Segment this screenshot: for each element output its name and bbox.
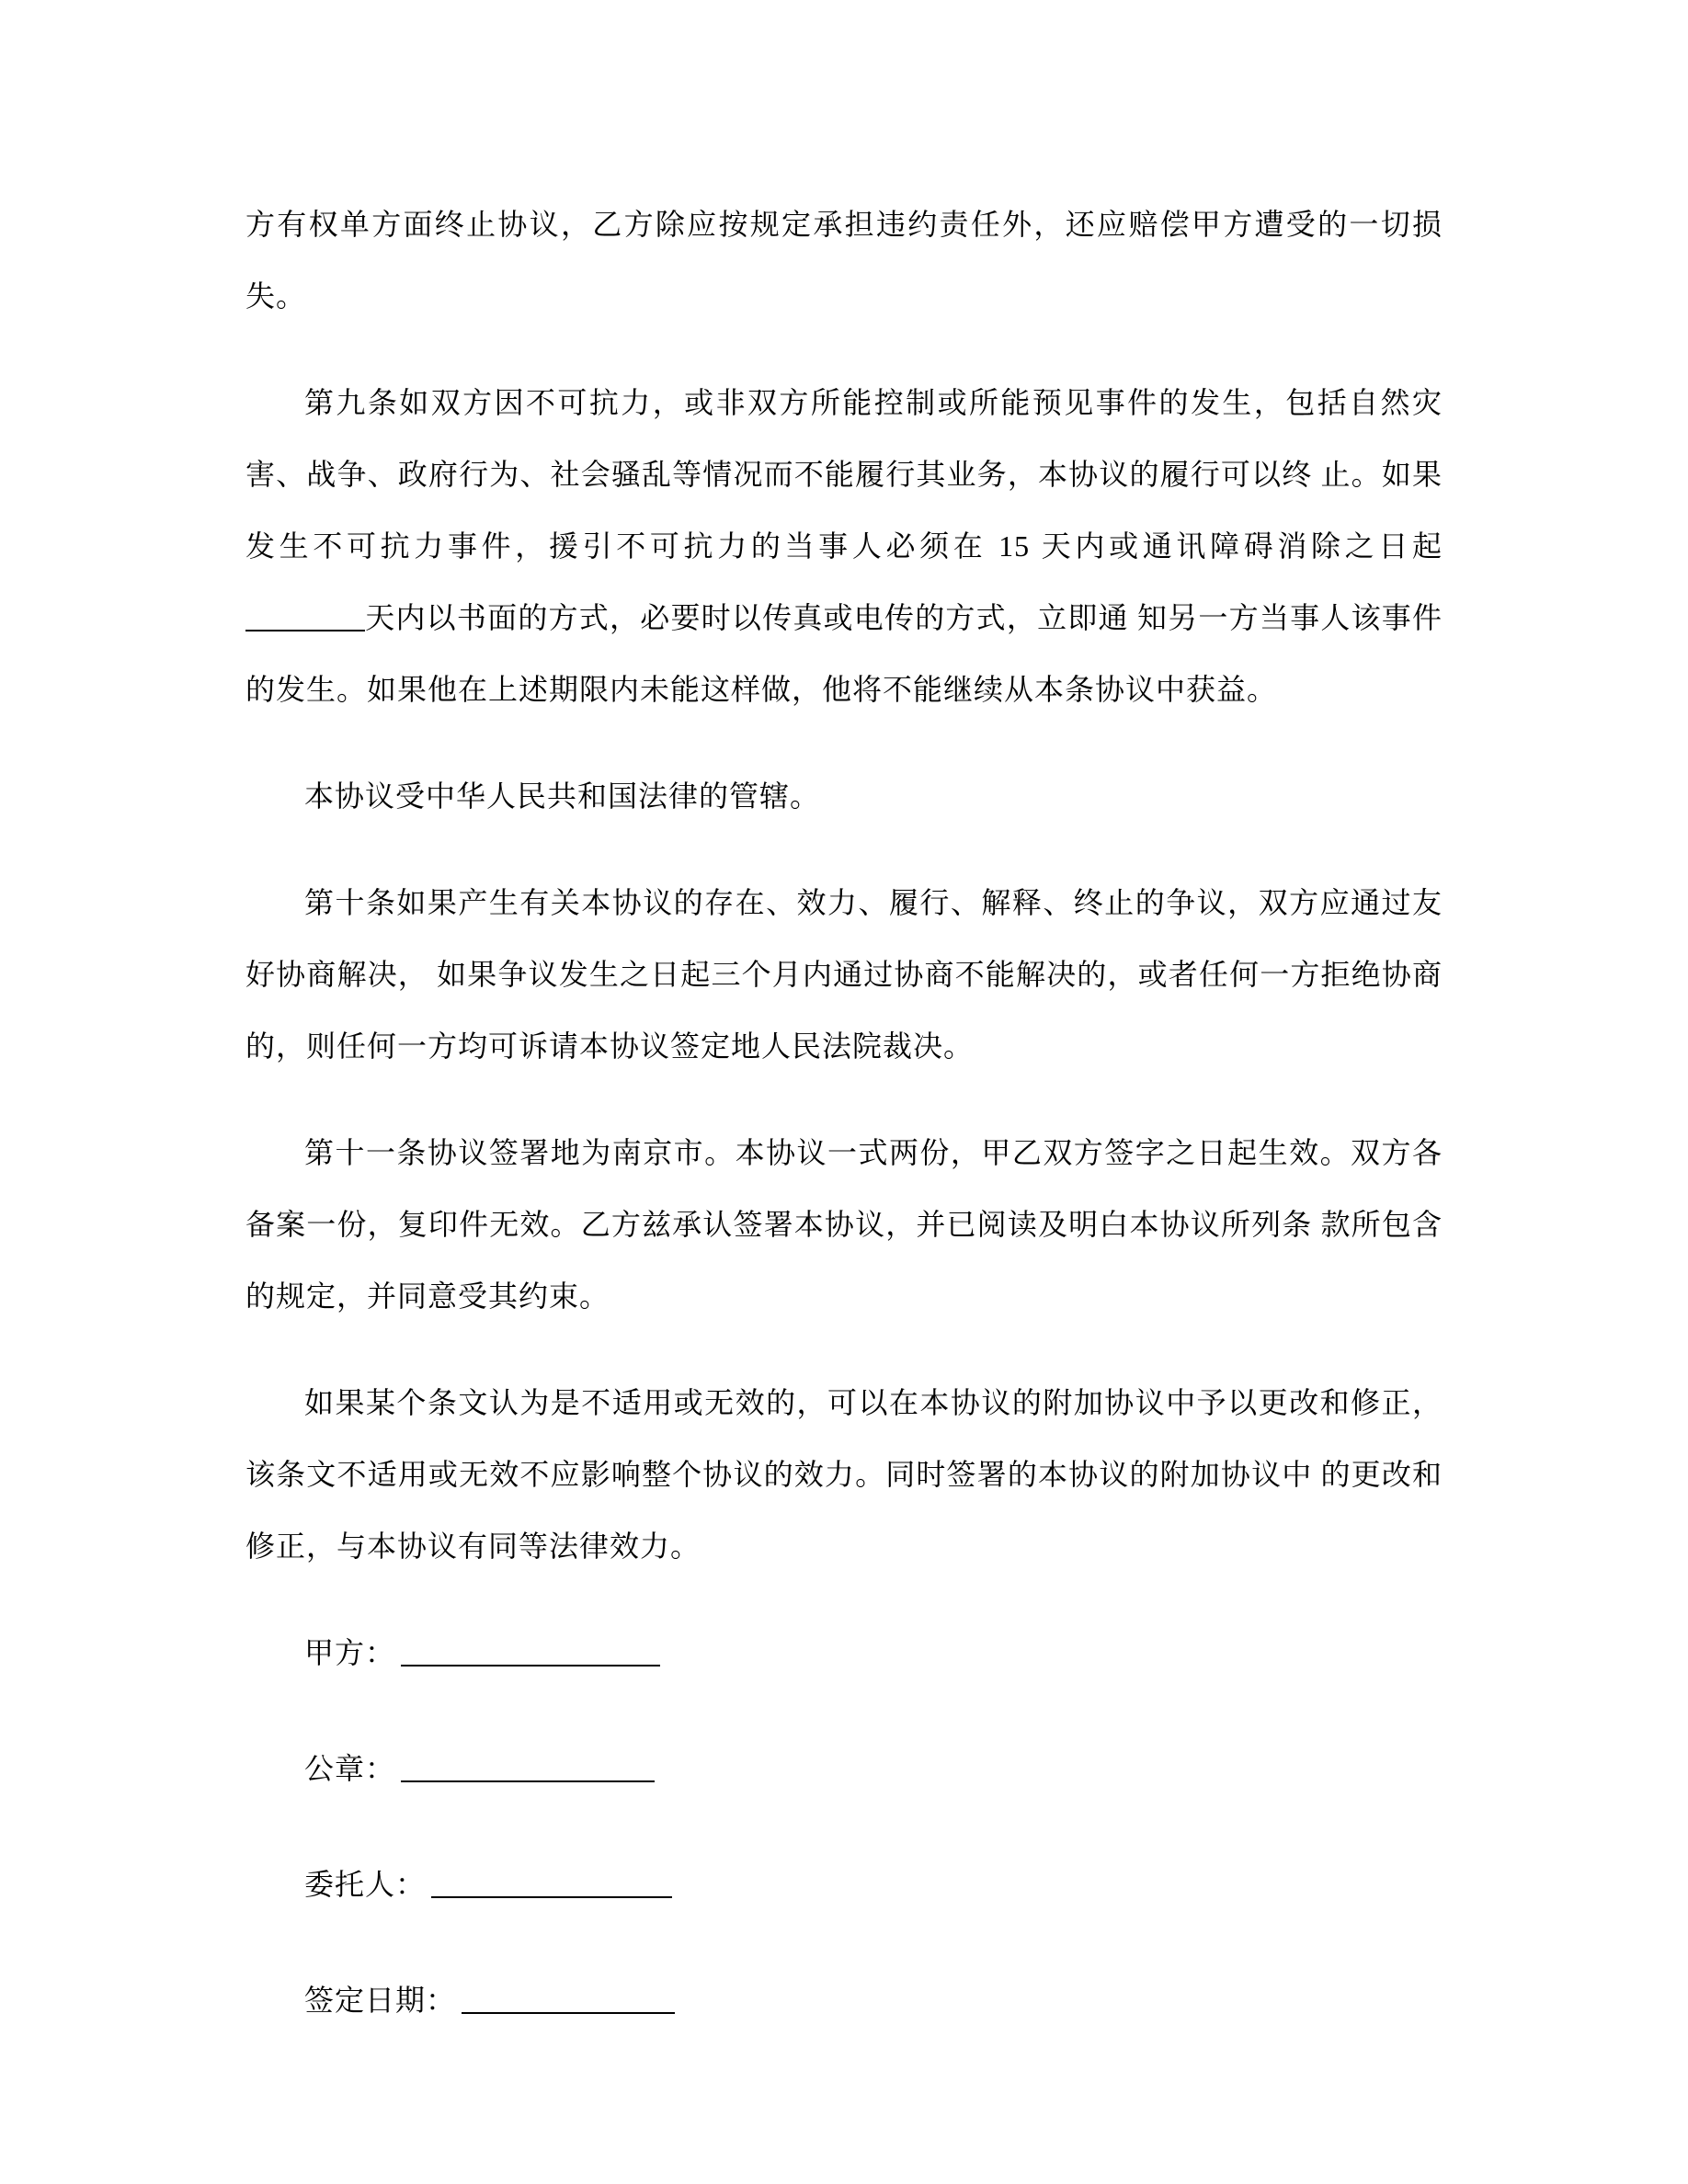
seal-blank-line: [401, 1753, 655, 1782]
paragraph-amendment: 如果某个条文认为是不适用或无效的，可以在本协议的附加协议中予以更改和修正，该条文不适用或无效不应影响整个协议的效力。同时签署的本协议的附加协议中 的更改和修正，与本协议有同等法律效力。: [245, 1386, 1443, 1563]
paragraph-governing-law: 本协议受中华人民共和国法律的管辖。: [304, 779, 821, 813]
party-a-label: 甲方：: [304, 1636, 396, 1669]
paragraph-article-10: 第十条如果产生有关本协议的存在、效力、履行、解释、终止的争议，双方应通过友好协商解决， 如果争议发生之日起三个月内通过协商不能解决的，或者任何一方拒绝协商的，则任何一方均可诉请本协议签定地人民法院裁决。: [245, 886, 1443, 1063]
seal-label: 公章：: [304, 1752, 396, 1785]
article-9-text-after-blank: 天内以书面的方式，必要时以传真或电传的方式，立即通 知另一方当事人该事件的发生。如果他在上述期限内未能这样做，他将不能继续从本条协议中获益。: [245, 601, 1443, 706]
signature-block: [245, 1617, 1443, 2036]
agent-blank-line: [431, 1869, 672, 1898]
signature-row-date: [245, 1964, 1443, 2036]
agent-label: 委托人：: [304, 1868, 427, 1901]
paragraph-breach-liability: 方有权单方面终止协议，乙方除应按规定承担违约责任外，还应赔偿甲方遭受的一切损失。: [245, 208, 1443, 313]
date-blank-line: [462, 1985, 675, 2014]
date-label: 签定日期：: [304, 1984, 457, 2017]
paragraph-article-11: 第十一条协议签署地为南京市。本协议一式两份，甲乙双方签字之日起生效。双方各备案一份，复印件无效。乙方兹承认签署本协议，并已阅读及明白本协议所列条 款所包含的规定，并同意受其约束。: [245, 1136, 1443, 1313]
signature-row-party-a: [245, 1617, 1443, 1689]
party-a-blank-line: [401, 1637, 660, 1666]
signature-row-agent: [245, 1848, 1443, 1920]
signature-row-seal: [245, 1733, 1443, 1804]
article-9-text-before-blank: 第九条如双方因不可抗力，或非双方所能控制或所能预见事件的发生，包括自然灾害、战争、政府行为、社会骚乱等情况而不能履行其业务，本协议的履行可以终 止。如果发生不可抗力事件，援引不可抗力的当事人必须在 15 天内或通讯障碍消除之日起: [245, 386, 1443, 563]
days-blank-line: [245, 602, 365, 631]
paragraph-article-9: [245, 367, 1443, 725]
